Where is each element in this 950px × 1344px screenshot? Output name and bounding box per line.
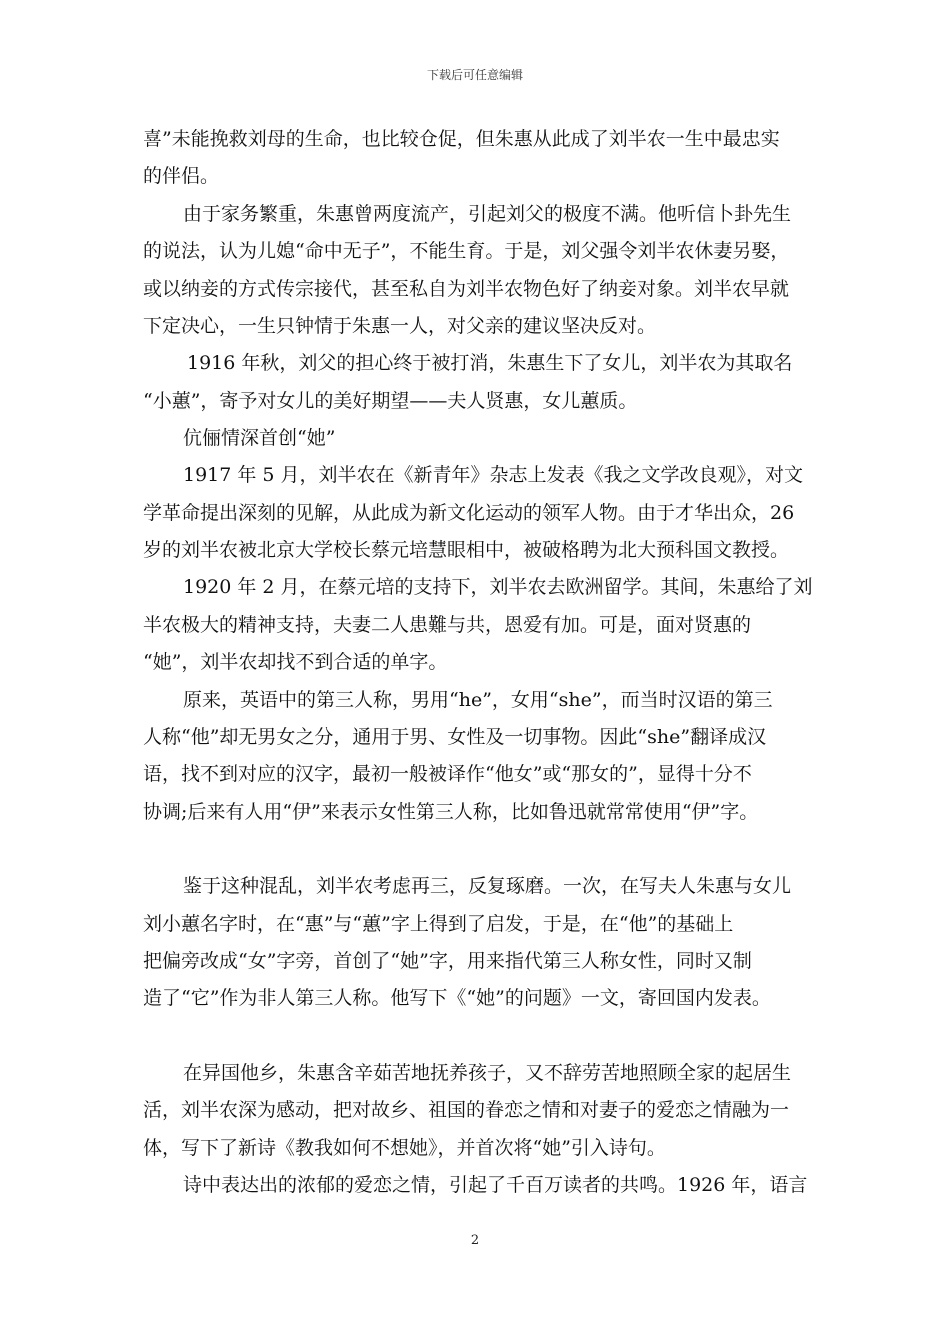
- text-line: “她”，刘半农却找不到合适的单字。: [143, 651, 448, 673]
- text-line: 人称“他”却无男女之分，通用于男、女性及一切事物。因此“she”翻译成汉: [143, 726, 767, 748]
- text-line: 在异国他乡，朱惠含辛茹苦地抚养孩子，又不辞劳苦地照顾全家的起居生: [183, 1062, 792, 1084]
- text-line: 半农极大的精神支持，夫妻二人患難与共，恩爱有加。可是，面对贤惠的: [143, 614, 752, 636]
- text-line: 岁的刘半农被北京大学校长蔡元培慧眼相中，被破格聘为北大预科国文教授。: [143, 539, 790, 561]
- text-line: 造了“它”作为非人第三人称。他写下《“她”的问题》一文，寄回国内发表。: [143, 987, 771, 1009]
- text-line: 语，找不到对应的汉字，最初一般被译作“他女”或“那女的”，显得十分不: [143, 763, 752, 785]
- text-line: 喜”未能挽救刘母的生命，也比较仓促，但朱惠从此成了刘半农一生中最忠实: [143, 128, 780, 150]
- text-line: “小蕙”，寄予对女儿的美好期望——夫人贤惠，女儿蕙质。: [143, 390, 638, 412]
- text-line: 把偏旁改成“女”字旁，首创了“她”字，用来指代第三人称女性，同时又制: [143, 950, 752, 972]
- text-line: 1920 年 2 月，在蔡元培的支持下，刘半农去欧洲留学。其间，朱惠给了刘: [183, 576, 813, 598]
- text-line: 由于家务繁重，朱惠曾两度流产，引起刘父的极度不满。他听信卜卦先生: [183, 203, 792, 225]
- text-line: 的伴侣。: [143, 165, 220, 187]
- text-line: 1916 年秋，刘父的担心终于被打消，朱惠生下了女儿，刘半农为其取名: [187, 352, 793, 374]
- text-line: 体，写下了新诗《教我如何不想她》，并首次将“她”引入诗句。: [143, 1137, 666, 1159]
- text-line: 协调;后来有人用“伊”来表示女性第三人称，比如鲁迅就常常使用“伊”字。: [143, 801, 759, 823]
- text-line: 刘小蕙名字时，在“惠”与“蕙”字上得到了启发，于是，在“他”的基础上: [143, 913, 734, 935]
- text-line: 1917 年 5 月，刘半农在《新青年》杂志上发表《我之文学改良观》，对文: [183, 464, 804, 486]
- page-header: 下载后可任意编辑: [426, 68, 523, 82]
- text-line: 活，刘半农深为感动，把对故乡、祖国的眷恋之情和对妻子的爱恋之情融为一: [143, 1099, 790, 1121]
- text-line: 下定决心，一生只钟情于朱惠一人，对父亲的建议坚决反对。: [143, 315, 657, 337]
- text-line: 学革命提出深刻的见解，从此成为新文化运动的领军人物。由于才华出众，26: [143, 502, 795, 524]
- section-heading: 伉俪情深首创“她”: [183, 427, 336, 449]
- text-line: 的说法，认为儿媳“命中无子”，不能生育。于是，刘父强令刘半农休妻另娶，: [143, 240, 790, 262]
- page-number: 2: [470, 1233, 480, 1248]
- text-line: 原来，英语中的第三人称，男用“he”，女用“she”，而当时汉语的第三: [183, 689, 773, 711]
- text-line: 鉴于这种混乱，刘半农考虑再三，反复琢磨。一次，在写夫人朱惠与女儿: [183, 875, 792, 897]
- text-line: 或以纳妾的方式传宗接代，甚至私自为刘半农物色好了纳妾对象。刘半农早就: [143, 278, 790, 300]
- text-line: 诗中表达出的浓郁的爱恋之情，引起了千百万读者的共鸣。1926 年，语言: [183, 1174, 808, 1196]
